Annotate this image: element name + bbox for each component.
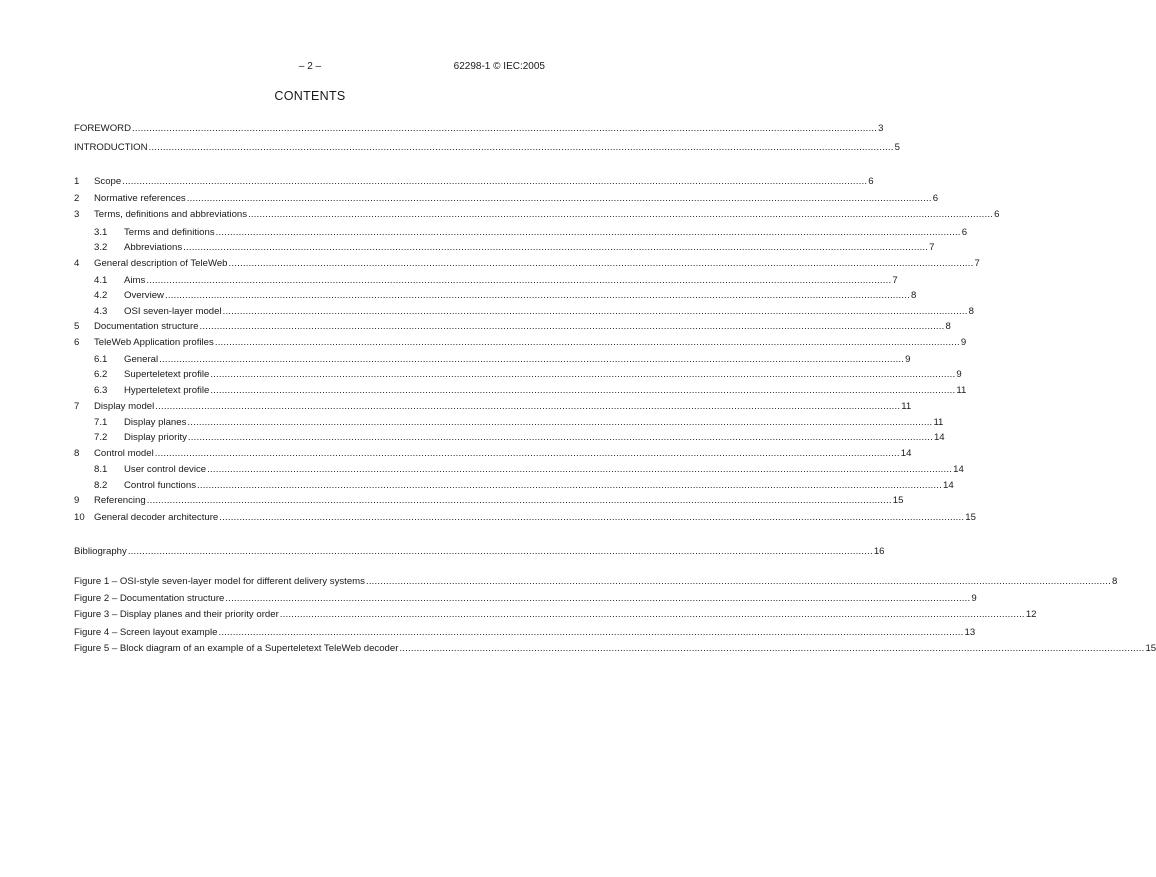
dot-leader: ....................................................................................................................................................................................................................................................................	[154, 448, 900, 459]
toc-subsection-entry[interactable]	[74, 480, 954, 494]
page-number: – 2 –	[298, 61, 322, 72]
toc-entry-page: 9	[956, 369, 962, 380]
dot-leader: ....................................................................................................................................................................................................................................................................	[122, 176, 868, 187]
toc-entry-number: 6.2	[94, 369, 108, 380]
toc-figure-entry[interactable]	[74, 627, 976, 641]
toc-entry-page: 12	[1025, 609, 1037, 620]
toc-entry-label: Control model	[94, 448, 154, 459]
toc-section-entry[interactable]	[74, 321, 951, 335]
toc-subsection-entry[interactable]	[74, 369, 962, 383]
toc-figure-entry[interactable]	[74, 576, 1118, 590]
toc-entry-label: Normative references	[94, 193, 186, 204]
toc-entry-number: 7.2	[94, 432, 108, 443]
dot-leader: ....................................................................................................................................................................................................................................................................	[183, 242, 929, 253]
dot-leader: ....................................................................................................................................................................................................................................................................	[279, 609, 1025, 620]
toc-entry-label: Hyperteletext profile	[124, 385, 210, 396]
toc-entry-label: Display priority	[124, 432, 187, 443]
toc-subsection-entry[interactable]	[74, 306, 974, 320]
toc-figure-entry[interactable]	[74, 609, 1037, 623]
dot-leader: ....................................................................................................................................................................................................................................................................	[399, 643, 1145, 654]
toc-figure-entry[interactable]	[74, 643, 1156, 657]
dot-leader: ....................................................................................................................................................................................................................................................................	[225, 593, 971, 604]
toc-entry-label: General description of TeleWeb	[94, 258, 228, 269]
toc-entry-number: 6.1	[94, 354, 108, 365]
toc-entry-number: 3	[74, 209, 80, 220]
dot-leader: ....................................................................................................................................................................................................................................................................	[248, 209, 994, 220]
toc-section-entry[interactable]	[74, 495, 904, 509]
dot-leader: ....................................................................................................................................................................................................................................................................	[155, 401, 901, 412]
toc-section-entry[interactable]	[74, 193, 939, 207]
dot-leader: ....................................................................................................................................................................................................................................................................	[214, 337, 960, 348]
toc-entry-page: 8	[968, 306, 974, 317]
toc-subsection-entry[interactable]	[74, 417, 944, 431]
toc-entry-page: 6	[868, 176, 874, 187]
toc-entry-label: Display planes	[124, 417, 187, 428]
dot-leader: ....................................................................................................................................................................................................................................................................	[159, 354, 905, 365]
dot-leader: ....................................................................................................................................................................................................................................................................	[127, 546, 873, 557]
toc-entry-number: 7.1	[94, 417, 108, 428]
toc-entry-label: Display model	[94, 401, 155, 412]
toc-section-entry[interactable]	[74, 258, 980, 272]
toc-entry-label: General	[124, 354, 159, 365]
toc-entry-label: Referencing	[94, 495, 146, 506]
dot-leader: ....................................................................................................................................................................................................................................................................	[132, 123, 878, 134]
toc-entry-page: 14	[900, 448, 912, 459]
dot-leader: ....................................................................................................................................................................................................................................................................	[215, 227, 961, 238]
toc-bibliography-entry[interactable]	[74, 546, 885, 560]
toc-entry-label: FOREWORD	[74, 123, 132, 134]
toc-entry-page: 15	[1145, 643, 1156, 654]
toc-entry-number: 2	[74, 193, 80, 204]
toc-entry-label: TeleWeb Application profiles	[94, 337, 214, 348]
toc-entry-label: Scope	[94, 176, 122, 187]
toc-entry-number: 9	[74, 495, 80, 506]
dot-leader: ....................................................................................................................................................................................................................................................................	[148, 142, 894, 153]
toc-entry-label: Abbreviations	[124, 242, 183, 253]
toc-entry-page: 9	[971, 593, 977, 604]
toc-front-entry[interactable]	[74, 142, 900, 156]
toc-section-entry[interactable]	[74, 176, 874, 190]
toc-entry-label: INTRODUCTION	[74, 142, 148, 153]
dot-leader: ....................................................................................................................................................................................................................................................................	[146, 495, 892, 506]
toc-entry-label: General decoder architecture	[94, 512, 219, 523]
toc-entry-page: 13	[964, 627, 976, 638]
toc-entry-number: 8.2	[94, 480, 108, 491]
toc-entry-label: Figure 4 – Screen layout example	[74, 627, 218, 638]
toc-entry-page: 16	[873, 546, 885, 557]
toc-subsection-entry[interactable]	[74, 227, 968, 241]
toc-subsection-entry[interactable]	[74, 290, 917, 304]
dot-leader: ....................................................................................................................................................................................................................................................................	[146, 275, 892, 286]
toc-entry-number: 4.3	[94, 306, 108, 317]
dot-leader: ....................................................................................................................................................................................................................................................................	[228, 258, 974, 269]
toc-subsection-entry[interactable]	[74, 275, 898, 289]
toc-entry-page: 15	[965, 512, 976, 523]
toc-entry-page: 7	[892, 275, 898, 286]
toc-subsection-entry[interactable]	[74, 354, 911, 368]
toc-entry-page: 11	[901, 401, 912, 412]
toc-entry-number: 3.1	[94, 227, 108, 238]
toc-entry-page: 8	[945, 321, 951, 332]
toc-entry-page: 11	[933, 417, 944, 428]
toc-entry-number: 6.3	[94, 385, 108, 396]
toc-entry-page: 14	[933, 432, 945, 443]
toc-entry-label: Terms and definitions	[124, 227, 215, 238]
dot-leader: ....................................................................................................................................................................................................................................................................	[210, 385, 956, 396]
toc-entry-page: 9	[905, 354, 911, 365]
toc-entry-page: 14	[953, 464, 964, 475]
toc-entry-label: Bibliography	[74, 546, 127, 557]
dot-leader: ....................................................................................................................................................................................................................................................................	[219, 512, 965, 523]
toc-section-entry[interactable]	[74, 512, 976, 526]
toc-entry-page: 6	[961, 227, 968, 238]
dot-leader: ....................................................................................................................................................................................................................................................................	[222, 306, 968, 317]
toc-figure-entry[interactable]	[74, 593, 977, 607]
dot-leader: ....................................................................................................................................................................................................................................................................	[187, 432, 933, 443]
toc-entry-page: 3	[878, 123, 884, 134]
toc-subsection-entry[interactable]	[74, 432, 945, 446]
toc-entry-label: Terms, definitions and abbreviations	[94, 209, 248, 220]
dot-leader: ....................................................................................................................................................................................................................................................................	[365, 576, 1111, 587]
dot-leader: ....................................................................................................................................................................................................................................................................	[207, 464, 953, 475]
dot-leader: ....................................................................................................................................................................................................................................................................	[164, 290, 911, 301]
toc-entry-page: 9	[960, 337, 967, 348]
toc-entry-label: Figure 3 – Display planes and their priority order	[74, 609, 279, 620]
toc-entry-number: 4	[74, 258, 80, 269]
toc-entry-number: 7	[74, 401, 80, 412]
toc-entry-label: Overview	[124, 290, 164, 301]
dot-leader: ....................................................................................................................................................................................................................................................................	[210, 369, 956, 380]
toc-entry-label: Documentation structure	[94, 321, 199, 332]
toc-entry-number: 8	[74, 448, 80, 459]
toc-entry-label: OSI seven-layer model	[124, 306, 222, 317]
toc-entry-page: 6	[932, 193, 939, 204]
toc-entry-number: 5	[74, 321, 80, 332]
toc-entry-number: 4.2	[94, 290, 108, 301]
toc-entry-page: 7	[974, 258, 980, 269]
toc-entry-label: Figure 1 – OSI-style seven-layer model for different delivery systems	[74, 576, 365, 587]
toc-entry-number: 4.1	[94, 275, 108, 286]
toc-subsection-entry[interactable]	[74, 464, 964, 478]
toc-entry-page: 14	[943, 480, 954, 491]
toc-section-entry[interactable]	[74, 448, 912, 462]
toc-entry-page: 8	[1111, 576, 1118, 587]
dot-leader: ....................................................................................................................................................................................................................................................................	[218, 627, 964, 638]
page-title: CONTENTS	[274, 89, 346, 103]
toc-section-entry[interactable]	[74, 209, 1000, 223]
toc-section-entry[interactable]	[74, 401, 912, 415]
toc-entry-label: Figure 2 – Documentation structure	[74, 593, 225, 604]
dot-leader: ....................................................................................................................................................................................................................................................................	[199, 321, 945, 332]
dot-leader: ....................................................................................................................................................................................................................................................................	[187, 417, 933, 428]
toc-subsection-entry[interactable]	[74, 242, 935, 256]
toc-entry-page: 15	[892, 495, 904, 506]
toc-entry-label: Control functions	[124, 480, 196, 491]
toc-entry-page: 5	[894, 142, 900, 153]
dot-leader: ....................................................................................................................................................................................................................................................................	[197, 480, 943, 491]
toc-entry-page: 7	[929, 242, 935, 253]
toc-entry-page: 6	[994, 209, 1000, 220]
toc-subsection-entry[interactable]	[74, 385, 967, 399]
standard-reference: 62298-1 © IEC:2005	[453, 61, 545, 72]
toc-entry-label: Figure 5 – Block diagram of an example of a Superteletext TeleWeb decoder	[74, 643, 399, 654]
dot-leader: ....................................................................................................................................................................................................................................................................	[186, 193, 932, 204]
toc-front-entry[interactable]	[74, 123, 884, 137]
toc-entry-number: 8.1	[94, 464, 108, 475]
toc-entry-label: User control device	[124, 464, 207, 475]
toc-entry-page: 8	[911, 290, 917, 301]
toc-entry-label: Aims	[124, 275, 146, 286]
toc-entry-page: 11	[956, 385, 967, 396]
toc-entry-number: 10	[74, 512, 85, 523]
toc-entry-label: Superteletext profile	[124, 369, 210, 380]
toc-entry-number: 3.2	[94, 242, 108, 253]
toc-section-entry[interactable]	[74, 337, 967, 351]
toc-entry-number: 6	[74, 337, 80, 348]
toc-entry-number: 1	[74, 176, 80, 187]
